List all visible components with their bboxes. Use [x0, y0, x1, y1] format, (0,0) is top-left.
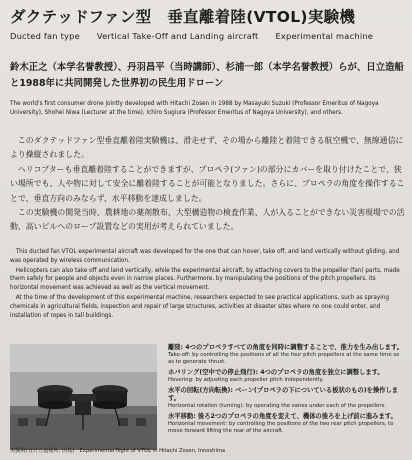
control-en: Horizontal rotation (turning): by operating the vanes under each of the propellers.	[168, 403, 387, 409]
en-paragraph: This ducted fan VTOL experimental aircraft was developed for the one that can hover, take off, and land vertically without gliding, and was operated by wireless communication.	[10, 249, 400, 264]
control-jp: 離陸: 4つのプロペラすべての角度を同時に調整することで、推力を生み出します。	[168, 344, 404, 351]
control-item	[168, 413, 406, 435]
en-paragraph: Helicopters can also take off and land vertically, while the experimental aircraft, by attaching covers to the propeller (fan) parts, made them safely for people and objects even in narrow places. Furthermore, by manipulating the positions of the pitch propellers, its horizontal movement was achieved as well as the vertical movement.	[10, 267, 400, 292]
japanese-description	[10, 134, 405, 235]
vtol-photo-illustration	[10, 344, 157, 450]
control-jp: ホバリング(空中での停止飛行): 4つのプロペラの角度を独立に調整します。	[168, 369, 384, 376]
control-en: Hovering: by adjusting each propeller pitch independently.	[168, 377, 324, 383]
photo-caption: 実験飛行(日立造船所, 因島) Experimental flight of VTOL in Hitachi Zosen, Innoshima	[10, 448, 226, 454]
control-item	[168, 387, 406, 410]
developer-heading: 鈴木正之（本学名誉教授）、丹羽昌平（当時講師）、杉浦一郎（本学名誉教授）らが、日立造船と1988年に共同開発した世界初の民生用ドローン	[10, 62, 404, 89]
panel-title: ダクテッドファン型 垂直離着陸(VTOL)実験機	[10, 8, 356, 26]
control-en: Take-off: by controlling the positions of all the four pitch propellers at the same time so as to generate thrust.	[168, 352, 400, 365]
english-description	[10, 248, 405, 321]
control-en: Horizontal movement: by controlling the positions of the two rear pitch propellers, to move forward lifting the rear of the aircraft.	[168, 421, 394, 434]
experimental-flight-photo	[10, 344, 157, 450]
en-paragraph: At the time of the development of this experimental machine, researchers expected to see practical applications, such as spraying chemicals in agricultural fields, inspection and repair of large structures, activities at disaster sites where no one could enter, and installation of ropes in tall buildings.	[10, 294, 390, 319]
control-explanations	[168, 344, 406, 438]
panel-subtitle: Ducted fan type Vertical Take-Off and Landing aircraft Experimental machine	[10, 31, 374, 41]
control-item	[168, 369, 406, 384]
control-jp: 水平の回転(方向転換): ベーン(プロペラの下についている板状のもの)を操作します。	[168, 387, 399, 402]
developer-heading-english: The world's first consumer drone jointly developed with Hitachi Zosen in 1988 by Masayuki Suzuki (Professor Emeritus of Nagoya University), Shohei Niwa (Lecturer at the time), Ichiro Sugiura (Professor Emeritus of Nagoya University), and others.	[10, 101, 379, 116]
jp-paragraph: ヘリコプターも垂直離着陸することができますが、プロペラ(ファン)の部分にカバーを取り付けたことで、狭い場所でも、人や物に対して安全に離着陸することが可能となりました。さらに、プロペラの角度を操作することで、垂直方向のみならず、水平移動を達成しました。	[10, 164, 405, 203]
control-jp: 水平移動: 後ろ2つのプロペラの角度を変えて、機体の後ろを上げ前に進みます。	[168, 413, 397, 420]
control-item	[168, 344, 406, 366]
jp-paragraph: このダクテッドファン型垂直離着陸実験機は、滑走せず、その場から離陸と着陸できる航空機で、無線通信により操縦されました。	[10, 136, 404, 160]
jp-paragraph: この実験機の開発当時、農耕地の薬剤散布、大型構造物の検査作業、人が入ることができない災害現場での活動、高いビルへのロープ設置などの実用が考えられていました。	[10, 208, 405, 232]
